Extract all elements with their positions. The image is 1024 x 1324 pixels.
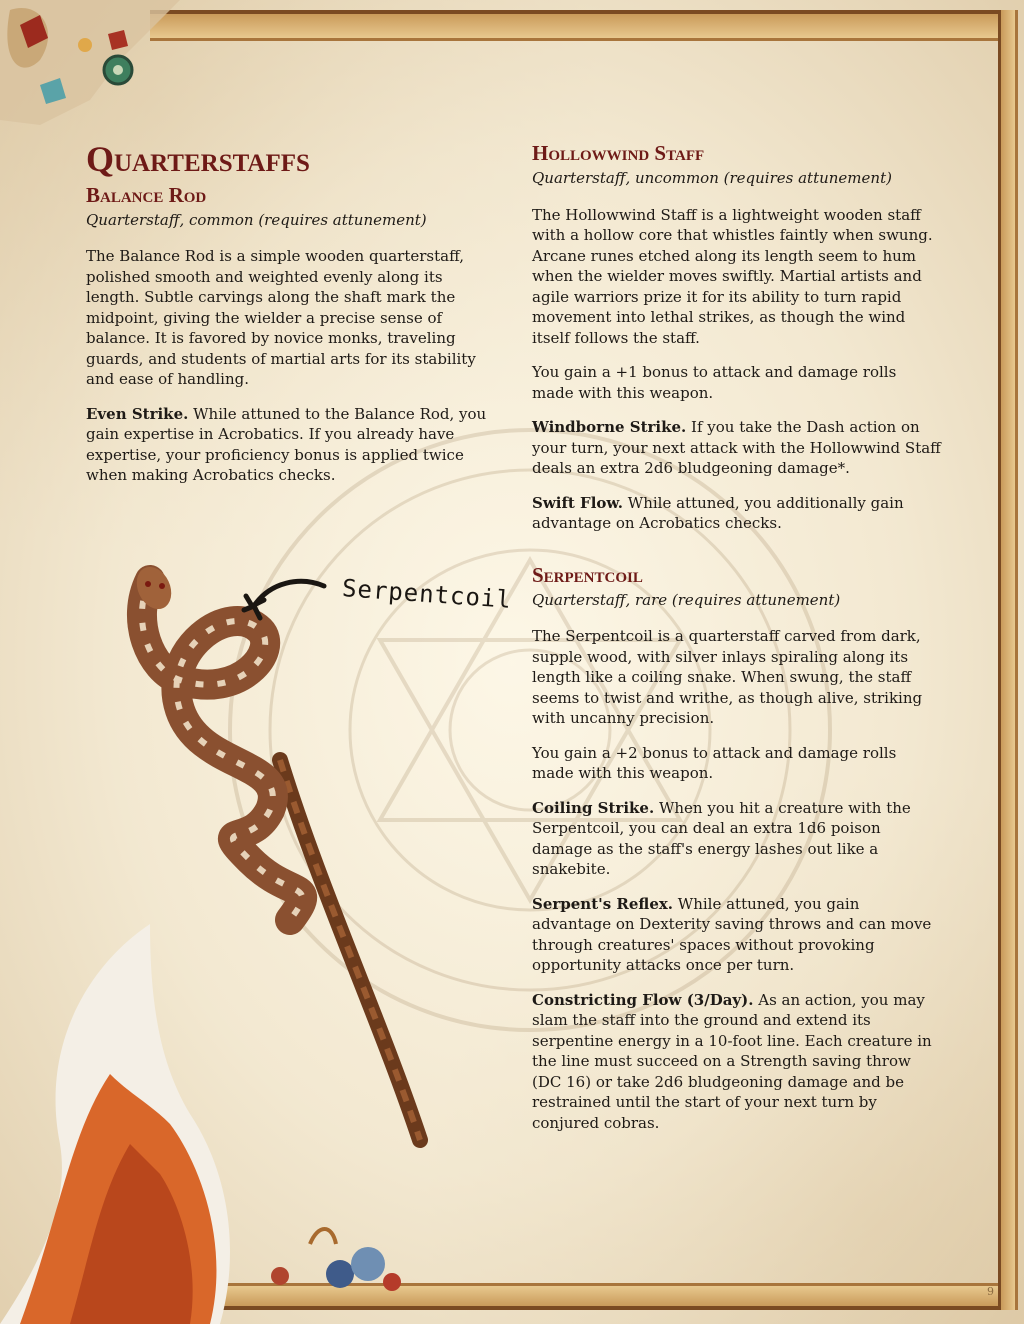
top-border xyxy=(150,10,1018,41)
hollowwind-title: Hollowwind Staff xyxy=(532,141,705,165)
page-number: 9 xyxy=(987,1285,994,1298)
feature-text: When you hit a creature with the Serpentcoil, you can deal an extra 1d6 poison damage as the staff's energy lashes out like a snakebite. xyxy=(532,798,911,878)
serpentcoil-feature-1 xyxy=(532,798,942,880)
right-column xyxy=(532,140,942,1147)
serpentcoil-description: The Serpentcoil is a quarterstaff carved from dark, supple wood, with silver inlays spiraling along its length like a coiling snake. When swung, the staff seems to twist and writhe, as though alive, striking with uncanny precision. xyxy=(532,627,923,727)
feature-name: Serpent's Reflex. xyxy=(532,894,674,913)
feature-text: If you take the Dash action on your turn, your next attack with the Hollowwind Staff deals an extra 2d6 bludgeoning damage*. xyxy=(532,418,941,477)
hollowwind-feature-1 xyxy=(532,417,942,479)
hollowwind-bonus: You gain a +1 bonus to attack and damage rolls made with this weapon. xyxy=(532,363,897,402)
right-border xyxy=(998,10,1018,1310)
feature-name: Swift Flow. xyxy=(532,493,624,512)
feature-text: As an action, you may slam the staff into the ground and extend its serpentine energy in a 10-foot line. Each creature in the line must succeed on a Strength saving throw (DC 16) or take 2d6 bludgeoning damage and be restrained until the start of your next turn by conjured cobras. xyxy=(532,990,932,1132)
feature-name: Coiling Strike. xyxy=(532,798,655,817)
hollowwind-feature-2 xyxy=(532,493,942,534)
serpentcoil-subtitle: Quarterstaff, rare (requires attunement) xyxy=(532,590,841,609)
gem-corner-icon xyxy=(0,0,190,130)
section-title: Quarterstaffs xyxy=(86,139,310,179)
hollowwind-description: The Hollowwind Staff is a lightweight wooden staff with a hollow core that whistles faintly when swung. Arcane runes etched along its length seem to hum when the wielder moves swiftly. Martial artists and agile warriors prize it for its ability to turn rapid movement into lethal strikes, as though the wind itself follows the staff. xyxy=(532,205,933,347)
gem-cluster-icon xyxy=(240,1214,420,1304)
balance-rod-description: The Balance Rod is a simple wooden quarterstaff, polished smooth and weighted evenly along its length. Subtle carvings along the shaft mark the midpoint, giving the wielder a precise sense of balance. It is favored by novice monks, traveling guards, and students of martial arts for its stability and ease of handling. xyxy=(86,247,476,389)
serpentcoil-title: Serpentcoil xyxy=(532,562,643,587)
feature-name: Windborne Strike. xyxy=(532,418,687,436)
balance-rod-title: Balance Rod xyxy=(86,182,207,207)
serpentcoil-feature-2 xyxy=(532,894,942,976)
illustration-label: Serpentcoil xyxy=(341,574,513,614)
feature-name: Constricting Flow (3/Day). xyxy=(532,990,754,1009)
balance-rod-feature xyxy=(86,404,496,486)
feature-text: While attuned, you gain advantage on Dexterity saving throws and can move through creatures' spaces without provoking opportunity attacks once per turn. xyxy=(532,894,932,974)
serpentcoil-feature-3 xyxy=(532,990,942,1134)
feature-text: While attuned to the Balance Rod, you gain expertise in Acrobatics. If you already have expertise, your proficiency bonus is applied twice when making Acrobatics checks. xyxy=(86,404,487,485)
arrow-icon xyxy=(240,574,330,624)
hollowwind-subtitle: Quarterstaff, uncommon (requires attunement) xyxy=(532,169,892,188)
serpentcoil-staff-illustration xyxy=(120,560,440,1160)
feature-name: Even Strike. xyxy=(86,404,189,423)
serpentcoil-bonus: You gain a +2 bonus to attack and damage rolls made with this weapon. xyxy=(532,743,897,782)
balance-rod-subtitle: Quarterstaff, common (requires attunement) xyxy=(86,210,427,229)
left-column xyxy=(86,140,496,500)
feature-text: While attuned, you additionally gain advantage on Acrobatics checks. xyxy=(532,493,904,532)
